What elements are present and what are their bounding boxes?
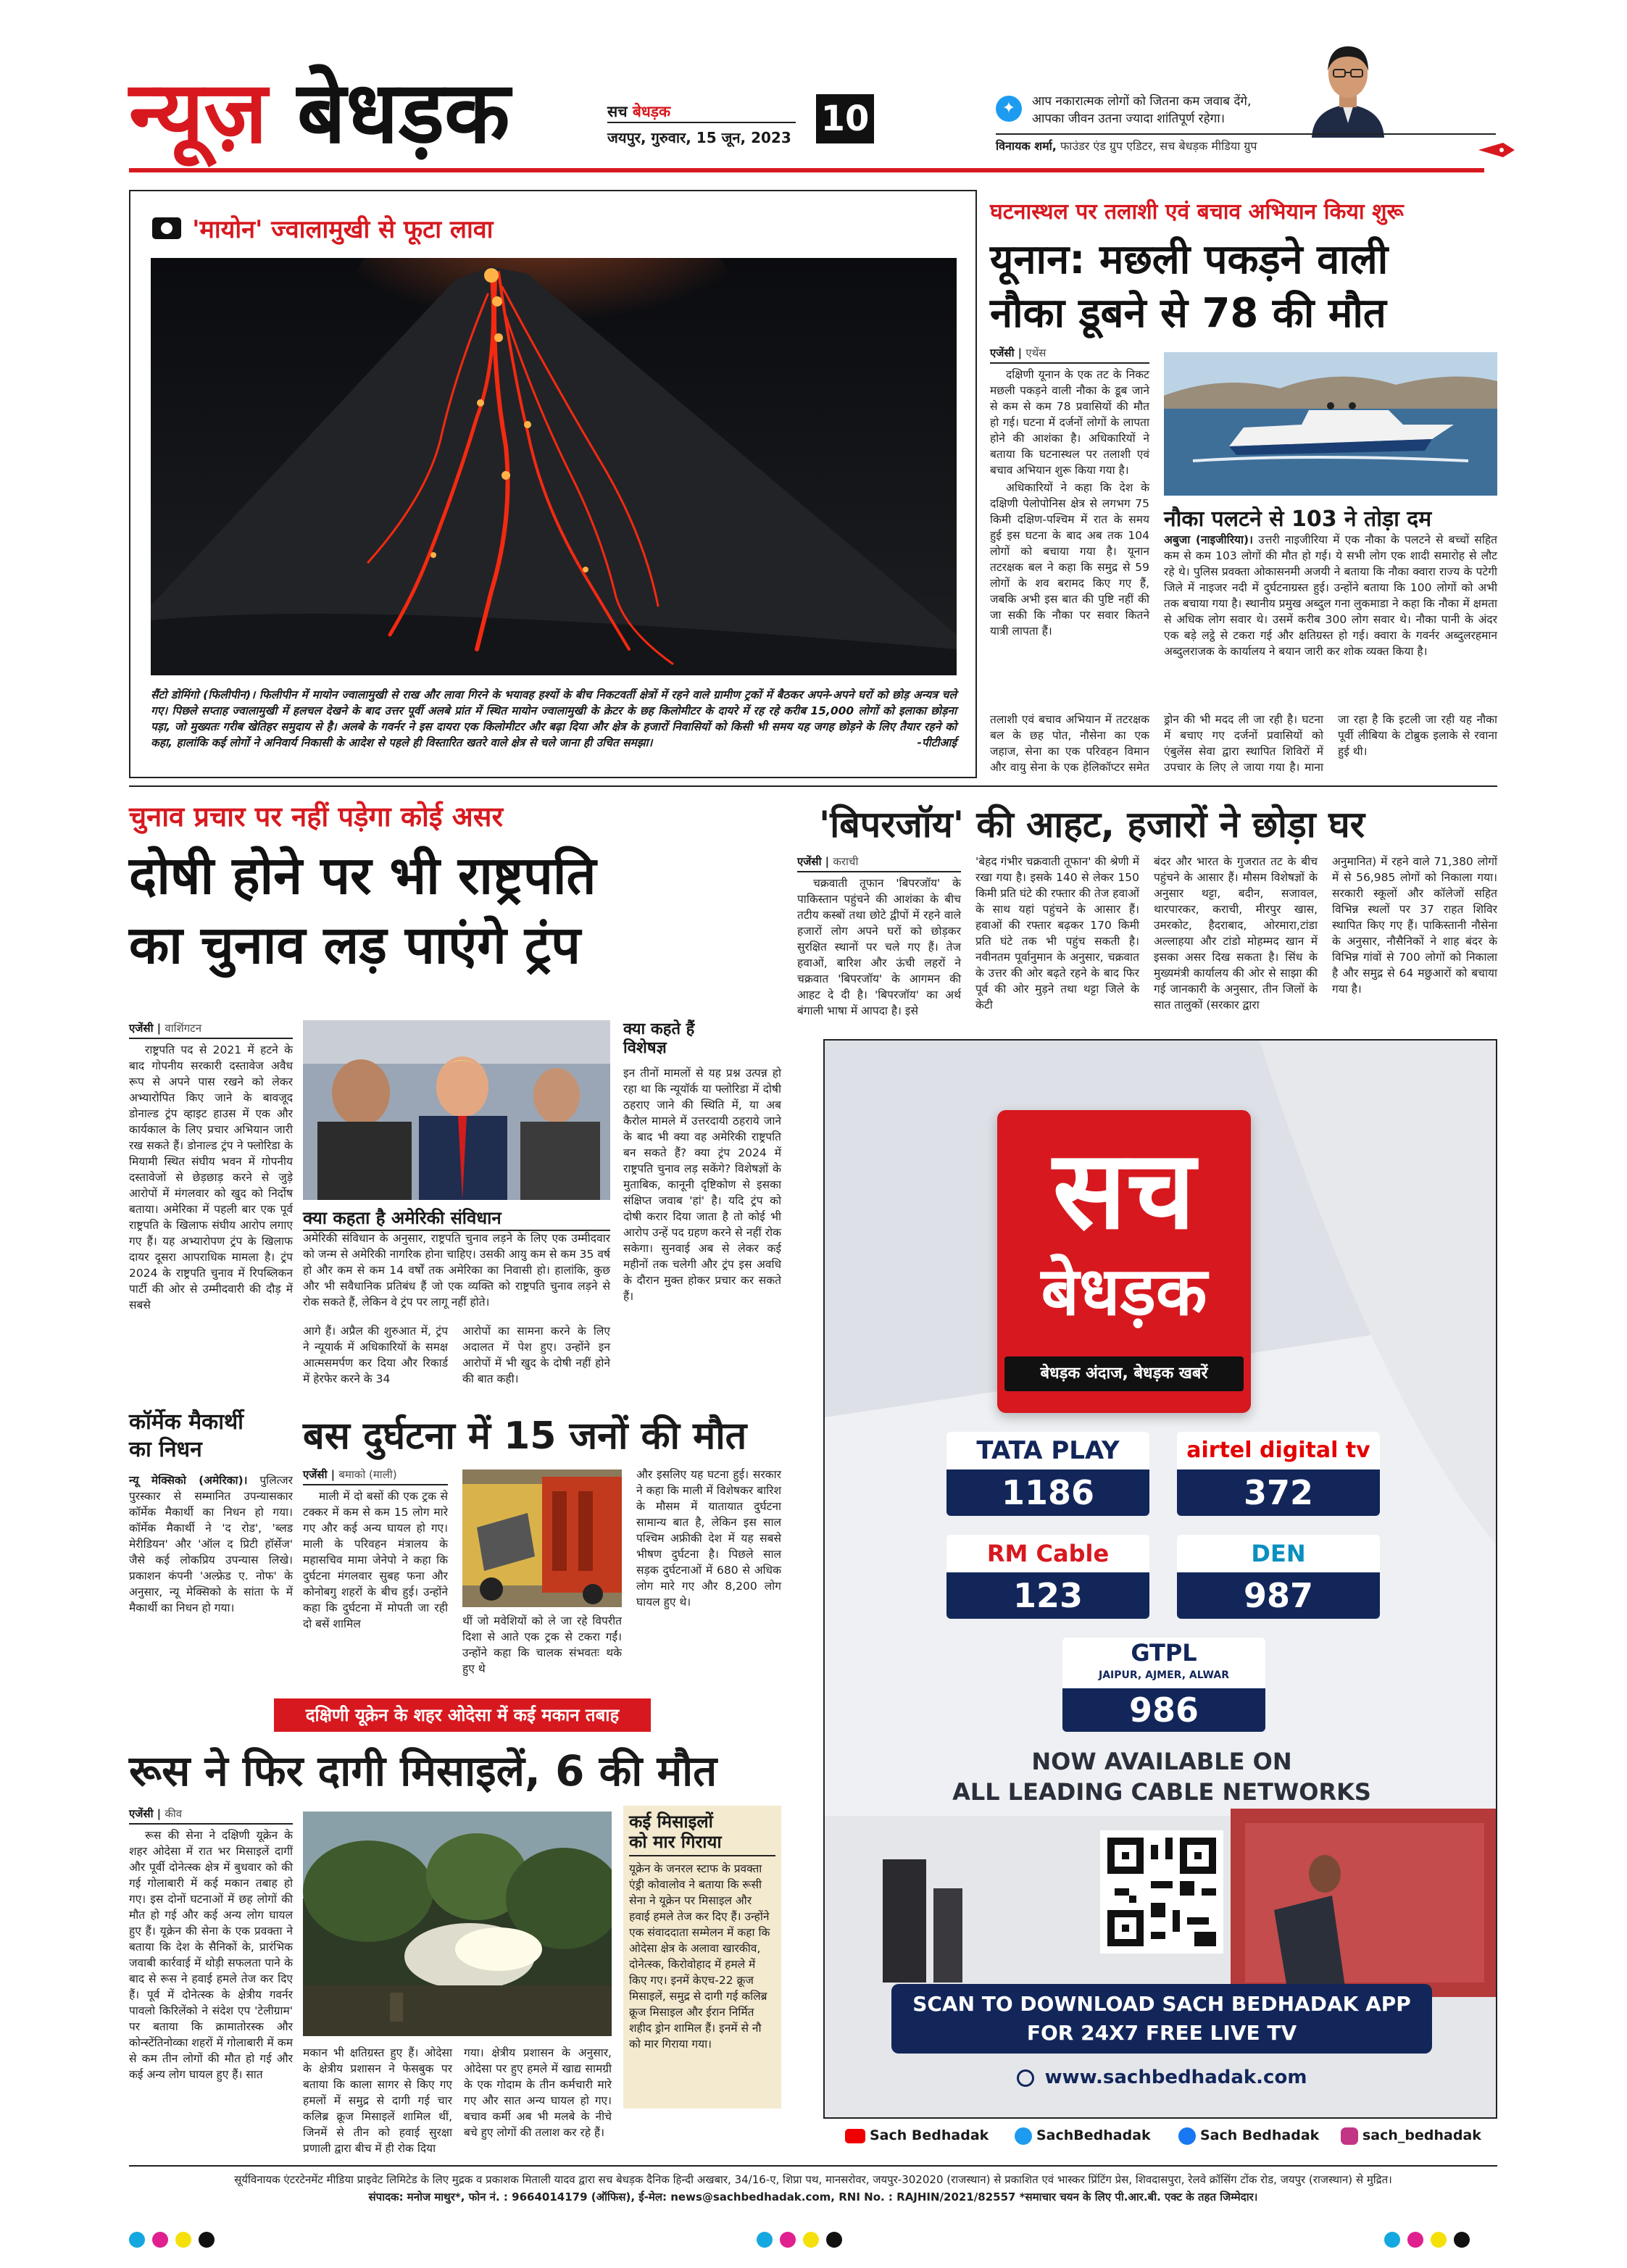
instagram-icon xyxy=(1341,2127,1358,2145)
experts-heading-line2: विशेषज्ञ xyxy=(623,1039,667,1057)
volcano-heading-row xyxy=(152,212,493,245)
social-facebook[interactable]: Sach Bedhadak xyxy=(1200,2127,1320,2143)
ad-available xyxy=(825,1746,1497,1807)
globe-icon xyxy=(1017,2069,1034,2087)
registration-dots-right xyxy=(1384,2232,1477,2251)
greece-agency: एजेंसी | एथेंस xyxy=(990,345,1149,364)
youtube-icon xyxy=(845,2129,865,2143)
black-dot xyxy=(826,2232,842,2248)
twitter-icon: ✦ xyxy=(996,96,1022,122)
social-instagram[interactable]: sach_bedhadak xyxy=(1362,2127,1481,2143)
masthead-bottom-rule xyxy=(129,168,1484,172)
trump-photo xyxy=(303,1020,610,1200)
ad-social-row xyxy=(823,2123,1497,2152)
yellow-dot xyxy=(1431,2232,1447,2248)
biparjoy-story xyxy=(797,790,1497,1029)
tagline-prefix: सच xyxy=(607,103,628,120)
facebook-icon xyxy=(1178,2127,1196,2145)
biparjoy-col1-text: चक्रवाती तूफान 'बिपरजॉय' के पाकिस्तान पहुंचने की आशंका के बीच तटीय कस्बों तथा छोटे द्वीपों में रहने वाले हजारों लोग अपने घरों को छोड़कर सुरक्षित स्थानों पर चले गए हैं। तेज हवाओं, बारिश और ऊंची लहरों ने चक्रवात 'बिपरजॉय' के आगमन की आहट दे दी है। 'बिपरजॉय' का अर्थ बंगाली भाषा में आपदा है। इसे xyxy=(797,877,961,1017)
ad-brand-line1: सच xyxy=(1052,1127,1196,1254)
tagline-rule xyxy=(607,122,796,123)
volcano-illustration xyxy=(151,258,957,675)
greece-headline-line1: यूनान: मछली पकड़ने वाली xyxy=(990,236,1389,283)
magenta-dot xyxy=(152,2232,168,2248)
bus-col1-text: माली में दो बसों की एक ट्रक से टक्कर में कम से कम 15 लोग मारे गए और कई अन्य घायल हो गए। माली के परिवहन मंत्रालय के महासचिव मामा जेनेपो ने कहा कि दुर्घटना मंगलवार सुबह फना और कोनोबगु शहरों के बीच हुई। उन्होंने कहा कि दुर्घटना में मोपती जा रही दो बसें शामिल xyxy=(303,1490,448,1630)
mccarthy-text xyxy=(129,1472,293,1617)
experts-heading-line1: क्या कहते हैं xyxy=(623,1020,695,1038)
masthead xyxy=(0,0,1627,190)
nigeria-text xyxy=(1164,532,1497,661)
ukraine-col3: गया। क्षेत्रीय प्रशासन के अनुसार, ओदेसा पर हुए हमले में खाद्य सामग्री के एक गोदाम के तीन कर्मचारी मारे गए और सात अन्य घायल हो गए। बचाव कर्मी अब भी मलबे के नीचे बचे हुए लोगों की तलाश कर रहे हैं। xyxy=(464,2046,612,2139)
greece-headline xyxy=(990,233,1388,341)
mccarthy-story xyxy=(129,1409,293,1684)
page-number: 10 xyxy=(816,94,874,143)
trump-story xyxy=(129,790,781,1398)
quote-line2: आपका जीवन उतना ज्यादा शांतिपूर्ण रहेगा। xyxy=(1032,112,1226,126)
missiles-box xyxy=(623,1806,781,2109)
nigeria-body: उत्तरी नाइजीरिया में एक नौका के पलटने से बच्चों सहित कम से कम 103 लोगों की मौत हो गई। ये सभी लोग एक शादी समारोह से लौट रहे थे। पुलिस प्रवक्ता ओकासनमी अजयी ने बताया कि नौका क्वारा राज्य के पटेगी जिले में नाइजर नदी में दुर्घटनाग्रस्त हुई। उन्होंने बताया कि 100 लोगों को अभी तक बचाया गया है। स्थानीय प्रमुख अब्दुल गना लुकमाडा ने कहा कि नौका में क्षमता से अधिक लोग सवार थे। उसमें करीब 300 लोग सवार थे। नौका पानी के अंदर एक बड़े लट्ठे से टकरा गई और क्षतिग्रस्त हो गई। क्वारा के गवर्नर अब्दुलरहमान अब्दुलराजक के कार्यालय ने बयान जारी कर शोक व्यक्त किया है। xyxy=(1164,533,1497,658)
biparjoy-col2: 'बेहद गंभीर चक्रवाती तूफान' की श्रेणी में रखा गया है। इसके 140 से लेकर 150 किमी प्रति घंटे की रफ्तार की तेज हवाओं के साथ यहां पहुंचने के आसार हैं। हवाओं की रफ्तार बढ़कर 170 किमी प्रति घंटे तक भी पहुंच सकती है। नवीनतम पूर्वानुमान के अनुसार, चक्रवात के उत्तर की ओर बढ़ते रहने के बाद फिर पूर्व की ओर मुड़ने तथा थट्टा जिले के केटी xyxy=(975,855,1139,1012)
ukraine-missile-photo xyxy=(303,1812,612,2036)
trump-col2: आगे हैं। अप्रैल की शुरुआत में, ट्रंप ने न्यूयार्क में अधिकारियों के समक्ष आत्मसमर्पण कर दिया और रिकार्ड में हेरफेर करने के 34 xyxy=(303,1325,448,1385)
mccarthy-body: पुलित्जर पुरस्कार से सम्मानित उपन्यासकार कॉर्मेक मैकार्थी का निधन हो गया। कॉर्मेक मैकार्थी ने 'द रोड', 'ब्लड मेरीडियन' और 'ऑल द प्रिटी हॉर्सेज' जैसे कई लोकप्रिय उपन्यास लिखे। प्रकाशन कंपनी 'अल्फ्रेड ए. नोफ' के अनुसार, न्यू मेक्सिको के सांता फे में मैकार्थी का निधन हो गया। xyxy=(129,1474,293,1614)
qr-code[interactable] xyxy=(1100,1830,1223,1954)
masthead-logo xyxy=(129,62,510,162)
biparjoy-col1 xyxy=(797,854,961,1020)
masthead-tagline xyxy=(607,101,670,122)
black-dot xyxy=(199,2232,215,2248)
tagline-accent: बेधड़क xyxy=(632,103,671,120)
provider-gtpl: GTPL JAIPUR, AJMER, ALWAR xyxy=(1062,1638,1265,1688)
greece-col-bottom xyxy=(990,712,1497,775)
greece-para1: दक्षिणी यूनान के एक तट के निकट मछली पकड़ने वाली नौका के डूब जाने से कम से कम 78 प्रवासियों की मौत हो गई। घटना में दर्जनों लोगों के लापता होने की आशंका है। अधिकारियों ने बताया कि घटनास्थल पर तलाशी एवं बचाव अभियान शुरू किया गया है। xyxy=(990,368,1149,477)
nigeria-subhead: नौका पलटने से 103 ने तोड़ा दम xyxy=(1164,506,1432,532)
dateline: जयपुर, गुरुवार, 15 जून, 2023 xyxy=(607,129,791,146)
editor-title: फाउंडर एंड ग्रुप एडिटर, सच बेधड़क मीडिया ग्रुप xyxy=(1060,139,1257,153)
ukraine-agency: एजेंसी | कीव xyxy=(129,1806,293,1825)
trump-agency: एजेंसी | वाशिंगटन xyxy=(129,1020,293,1039)
channel-airtel: 372 xyxy=(1177,1469,1380,1516)
editor-quote xyxy=(1032,93,1251,128)
bus-headline: बस दुर्घटना में 15 जनों की मौत xyxy=(303,1414,747,1458)
ad-brand-tagline: बेधड़क अंदाज, बेधड़क खबरें xyxy=(1004,1356,1244,1391)
missiles-box-heading-line2: को मार गिराया xyxy=(629,1832,722,1852)
experts-heading xyxy=(623,1020,694,1058)
provider-den: DEN xyxy=(1177,1535,1380,1572)
editor-rule xyxy=(996,133,1496,135)
channel-tataplay: 1186 xyxy=(946,1469,1149,1516)
trump-col3: आरोपों का सामना करने के लिए अदालत में पेश हुए। उन्होंने इन आरोपों में भी खुद के दोषी नहीं होने की बात कही। xyxy=(462,1325,610,1385)
ukraine-col1-text: रूस की सेना ने दक्षिणी यूक्रेन के शहर ओदेसा में रात भर मिसाइलें दागीं और पूर्वी दोनेत्स्क क्षेत्र में बुधवार को की गई गोलाबारी में कई मकान तबाह हो गए। इस दोनों घटनाओं में छह लोगों की मौत हो गई और कई अन्य लोग घायल हुए हैं। यूक्रेन की सेना के एक प्रवक्ता ने बताया कि देश के सैनिकों के, प्रारंभिक जवाबी कार्रवाई में थोड़ी सफलता पाने के बाद से रूस ने हवाई हमले तेज कर दिए हैं। पूर्व में दोनेत्स्क के क्षेत्रीय गवर्नर पावलो किरिलेंको ने संदेश एप 'टेलीग्राम' पर बताया कि क्रामातोरस्क और कोन्स्टेंतिनोव्का शहरों में गोलाबारी में कम से कम तीन लोगों की मौत हो गई और कई अन्य लोग घायल हुए हैं। सात xyxy=(129,1829,293,2081)
editor-credit xyxy=(996,138,1257,154)
ad-available-line1: NOW AVAILABLE ON xyxy=(1031,1748,1292,1775)
bus-col2: थीं जो मवेशियों को ले जा रहे विपरीत दिशा से आते एक ट्रक से टकरा गईं। उन्होंने कहा कि चालक संभवतः थके हुए थे xyxy=(462,1614,622,1675)
mccarthy-place: न्यू मेक्सिको (अमेरिका)। xyxy=(129,1474,248,1487)
social-twitter[interactable]: SachBedhadak xyxy=(1036,2127,1151,2143)
cyan-dot xyxy=(1384,2232,1400,2248)
quote-line1: आप नकारात्मक लोगों को जितना कम जवाब देंगे, xyxy=(1032,94,1252,109)
social-youtube[interactable]: Sach Bedhadak xyxy=(870,2127,989,2143)
logo-part1: न्यूज़ xyxy=(129,62,267,162)
greece-para3: तलाशी एवं बचाव अभियान में तटरक्षक बल के छह पोत, नौसेना का एक जहाज, सेना का एक परिवहन विमान और वायु सेना के एक हेलिकॉप्टर समेत ड्रोन की भी मदद ली जा रही है। घटना में बचाए गए दर्जनों प्रवासियों को एंबुलेंस सेवा द्वारा स्थापित शिविरों में उपचार के लिए ले जाया गया है। माना जा रहा है कि इटली जा रही यह नौका पूर्वी लीबिया के टोब्रुक इलाके से रवाना हुई थी। xyxy=(990,713,1497,774)
magenta-dot xyxy=(780,2232,796,2248)
ad-website-row xyxy=(825,2067,1497,2088)
black-dot xyxy=(1454,2232,1470,2248)
ad-scan-line2: FOR 24X7 FREE LIVE TV xyxy=(1026,2021,1297,2045)
magenta-dot xyxy=(1407,2232,1423,2248)
pen-nib-icon xyxy=(1478,141,1515,159)
editor-portrait xyxy=(1304,29,1391,138)
mccarthy-headline-line2: का निधन xyxy=(129,1437,202,1462)
trump-col1-text: राष्ट्रपति पद से 2021 में हटने के बाद गोपनीय सरकारी दस्तावेज अवैध रूप से अपने पास रखने को लेकर अभ्यारोपित किए जाने के बावजूद डोनाल्ड ट्रंप व्हाइट हाउस में एक और कार्यकाल के लिए प्रचार अभियान जारी रख सकते हैं। डोनाल्ड ट्रंप ने फ्लोरिडा के मियामी स्थित संघीय भवन में गोपनीय दस्तावेजों से छेड़छाड़ करने से जुड़े आरोपों में मंगलवार को खुद को निर्दोष बताया। अमेरिका में पहली बार एक पूर्व राष्ट्रपति के खिलाफ संघीय आरोप लगाए गए हैं। यह अभ्यारोपण ट्रंप के खिलाफ दायर दूसरा आपराधिक मामला है। ट्रंप 2024 के राष्ट्रपति चुनाव में रिपब्लिकन पार्टी की ओर से उम्मीदवारी की दौड़ में सबसे xyxy=(129,1043,293,1312)
greece-story xyxy=(990,190,1497,778)
footer-line2: संपादक: मनोज माथुर*, फोन नं. : 9664014179 (ऑफिस), ई-मेल: news@sachbedhadak.com, RNI No. : RAJHIN/2021/82557 *समाचार चयन के लिए पी.आर.बी. एक्ट के तहत जिम्मेदार। xyxy=(368,2190,1258,2204)
footer-line1: सूर्यविनायक एंटरटेनमेंट मीडिया प्राइवेट लिमिटेड के लिए मुद्रक व प्रकाशक मिताली यादव द्वारा सच बेधड़क दैनिक हिन्दी अखबार, 34/16-ए, शिप्रा पथ, मानसरोवर, जयपुर-302020 (राजस्थान) से प्रकाशित एवं भास्कर प्रिंटिंग प्रेस, शिवदासपुरा, रेलवे क्रॉसिंग टोंक रोड, जयपुर (राजस्थान) से मुद्रित। xyxy=(234,2173,1392,2186)
bus-col3: और इसलिए यह घटना हुई। सरकार ने कहा कि माली में विशेषकर बारिश के मौसम में यातायात दुर्घटना सामान्य बात है, लेकिन इस साल पश्चिम अफ्रीकी देश में यह सबसे भीषण दुर्घटना है। पिछले साल सड़क दुर्घटनाओं में 680 से अधिक लोग मारे गए और 8,200 लोग घायल हुए थे। xyxy=(636,1468,781,1609)
ad-website[interactable]: www.sachbedhadak.com xyxy=(1044,2067,1307,2088)
mccarthy-headline xyxy=(129,1409,244,1464)
missiles-box-heading-line1: कई मिसाइलों xyxy=(629,1812,713,1832)
camera-icon xyxy=(152,217,181,239)
greece-col1 xyxy=(990,345,1149,641)
pen-nib-svg xyxy=(1478,141,1515,159)
cyan-dot xyxy=(129,2232,145,2248)
trump-col1 xyxy=(129,1020,293,1314)
yellow-dot xyxy=(803,2232,819,2248)
yellow-dot xyxy=(175,2232,191,2248)
channel-den: 987 xyxy=(1177,1572,1380,1619)
provider-airtel: airtel digital tv xyxy=(1177,1432,1380,1469)
editor-name: विनायक शर्मा, xyxy=(996,139,1057,153)
bus-agency: एजेंसी | बमाको (माली) xyxy=(303,1467,448,1485)
ad-available-line2: ALL LEADING CABLE NETWORKS xyxy=(952,1778,1371,1806)
constitution-heading: क्या कहता है अमेरिकी संविधान xyxy=(303,1206,610,1231)
ukraine-col2: मकान भी क्षतिग्रस्त हुए हैं। ओदेसा के क्षेत्रीय प्रशासन ने फेसबुक पर बताया कि काला सागर से किए गए हमलों में समुद्र से दागी गई चार कलिब्र क्रूज मिसाइलें शामिल थीं, जिनमें से तीन को हवाई सुरक्षा प्रणाली द्वारा बीच में ही रोक दिया xyxy=(303,2046,452,2155)
volcano-photo xyxy=(151,258,957,675)
ukraine-kicker: दक्षिणी यूक्रेन के शहर ओदेसा में कई मकान तबाह xyxy=(274,1698,651,1732)
channel-gtpl: 986 xyxy=(1062,1688,1265,1732)
experts-text: इन तीनों मामलों से यह प्रश्न उत्पन्न हो रहा था कि न्यूयॉर्क या फ्लोरिडा में दोषी ठहराए जाने की स्थिति में, या अब कैरोल मामले में उत्तरदायी ठहराये जाने के बाद भी क्या वह अमेरिकी राष्ट्रपति बन सकते हैं? क्या ट्रंप 2024 में राष्ट्रपति चुनाव लड़ सकेंगे? विशेषज्ञों के मुताबिक, कानूनी दृष्टिकोण से इसका संक्षिप्त जवाब 'हां' है। यदि ट्रंप को दोषी करार दिया जाता है तो कोई भी आरोप उन्हें पद ग्रहण करने से नहीं रोक सकेगा। सुनवाई अब से लेकर कई महीनों तक चलेगी और ट्रंप इस अवधि के दौरान मुक्त होकर प्रचार कर सकते हैं। xyxy=(623,1067,781,1303)
missile-launch-illustration xyxy=(303,1812,612,2036)
greece-kicker: घटनास्थल पर तलाशी एवं बचाव अभियान किया शुरू xyxy=(990,199,1404,225)
biparjoy-agency: एजेंसी | कराची xyxy=(797,854,961,872)
greece-boat-photo xyxy=(1164,352,1497,496)
ukraine-col1 xyxy=(129,1806,293,2084)
nigeria-place: अबुजा (नाइजीरिया)। xyxy=(1164,533,1254,546)
greece-para2: अधिकारियों ने कहा कि देश के दक्षिणी पेलोपोनिस क्षेत्र से लगभग 75 किमी दक्षिण-पश्चिम में रात के समय हुई इस घटना के बाद अब तक 104 लोगों को बचाया गया है। यूनान तटरक्षक बल ने कहा कि समुद्र से 59 लोगों के शव बरामद किए गए हैं, जबकि अभी इस बात की पुष्टि नहीं की जा सकी कि नौका पर सवार कितने यात्री लापता हैं। xyxy=(990,481,1149,638)
coastguard-boat-illustration xyxy=(1164,352,1497,496)
footer-rule xyxy=(129,2165,1497,2167)
ukraine-headline: रूस ने फिर दागी मिसाइलें, 6 की मौत xyxy=(129,1746,717,1796)
volcano-heading: 'मायोन' ज्वालामुखी से फूटा लावा xyxy=(192,215,494,244)
ad-brand-line2: बेधड़क xyxy=(1041,1253,1207,1330)
trump-headline xyxy=(129,841,596,980)
missiles-box-text: यूक्रेन के जनरल स्टाफ के प्रवक्ता एंड्री कोवालोव ने बताया कि रूसी सेना ने यूक्रेन पर मिसाइल और हवाई हमले तेज कर दिए हैं। उन्होंने एक संवाददाता सम्मेलन में कहा कि ओदेसा क्षेत्र के अलावा खारकीव, दोनेत्स्क, किरोवोहाद में हमले में किए गए। इनमें केएच-22 क्रूज मिसाइलें, समुद्र से दागी गई कलिब्र क्रूज मिसाइल और ईरान निर्मित शहीद ड्रोन शामिल हैं। इनमें से नौ को मार गिराया गया। xyxy=(629,1862,770,2051)
logo-part2: बेधड़क xyxy=(296,62,510,162)
provider-rmcable: RM Cable xyxy=(946,1535,1149,1572)
bus-story xyxy=(303,1409,781,1684)
volcano-feature xyxy=(129,190,977,778)
volcano-credit: -पीटीआई xyxy=(917,736,957,749)
section-divider-1 xyxy=(129,785,1497,787)
volcano-caption xyxy=(151,687,957,751)
ukraine-story xyxy=(129,1698,781,2155)
twitter-icon xyxy=(1015,2127,1032,2145)
ad-brand-tile xyxy=(997,1110,1251,1413)
bus-wreck-illustration xyxy=(462,1469,622,1607)
volcano-caption-text: सैंटो डोमिंगो (फिलीपीन)। फिलीपीन में मायोन ज्वालामुखी से राख और लावा गिरने के भयावह हश्यों के बीच निकटवर्ती क्षेत्रों में रहने वाले ग्रामीण ट्रकों में बैठकर अपने-अपने घरों को छोड़ अन्यत्र चले गए। पिछले सप्ताह ज्वालामुखी में हलचल देखने के बाद उत्तर पूर्वी अलबे प्रांत में स्थित मायोन ज्वालामुखी के क्रेटर के छह किलोमीटर के दायरे में रह रहे करीब 15,000 लोगों को इलाका छोड़ना पड़ा, जो मुख्यतः गरीब खेतिहर समुदाय से है। अलबे के गवर्नर ने इस दायरा एक किलोमीटर और बढ़ा दिया और क्षेत्र के हजारों निवासियों को किसी भी समय यह जगह छोड़ने के लिए तैयार रहने को कहा, हालांकि कई लोगों ने अनिवार्य निकासी के आदेश से पहले ही विस्तारित खतरे वाले क्षेत्र से चले जाना ही उचित समझा। xyxy=(151,688,957,749)
ad-scan-banner[interactable] xyxy=(891,1984,1432,2054)
registration-dots-center xyxy=(757,2232,849,2251)
qr-code-pattern xyxy=(1107,1838,1216,1946)
bus-col1 xyxy=(303,1467,448,1633)
trump-crowd-illustration xyxy=(303,1020,610,1200)
ad-scan-line1: SCAN TO DOWNLOAD SACH BEDHADAK APP xyxy=(912,1992,1411,2016)
trump-headline-line2: का चुनाव लड़ पाएंगे ट्रंप xyxy=(129,914,581,975)
footer xyxy=(129,2171,1497,2206)
missiles-box-heading xyxy=(629,1812,775,1856)
biparjoy-headline: 'बिपरजॉय' की आहट, हजारों ने छोड़ा घर xyxy=(819,804,1365,846)
editor-photo xyxy=(1304,29,1391,138)
bus-photo xyxy=(462,1469,622,1607)
provider-tataplay: TATA PLAY xyxy=(946,1432,1149,1469)
biparjoy-col4: अनुमानित) में रहने वाले 71,380 लोगों में से 56,985 लोगों को निकाला गया। सरकारी स्कूलों और कॉलेजों सहित विभिन्न स्थलों पर 37 राहत शिविर स्थापित किए गए हैं। पाकिस्तानी नौसेना के अनुसार, नौसैनिकों ने शाह बंदर के विभिन्न गांवों से 700 लोगों को निकाला है और समुद्र से 64 मछुआरों को बचाया गया है। xyxy=(1332,855,1497,996)
trump-headline-line1: दोषी होने पर भी राष्ट्रपति xyxy=(129,845,596,906)
mccarthy-headline-line1: कॉर्मेक मैकार्थी xyxy=(129,1409,244,1435)
trump-kicker: चुनाव प्रचार पर नहीं पड़ेगा कोई असर xyxy=(129,801,504,833)
channel-rmcable: 123 xyxy=(946,1572,1149,1619)
constitution-text: अमेरिकी संविधान के अनुसार, राष्ट्रपति चुनाव लड़ने के लिए एक उम्मीदवार को जन्म से अमेरिकी नागरिक होना चाहिए। उसकी आयु कम से कम 35 वर्ष हो और कम से कम 14 वर्षों तक अमेरिका का निवासी हो। हालांकि, कुछ और भी सवैधानिक प्रतिबंध हैं जो एक व्यक्ति को राष्ट्रपति चुनाव लड़ने से रोक सकते हैं, लेकिन वे ट्रंप पर लागू नहीं होते। xyxy=(303,1232,610,1309)
sach-bedhadak-ad xyxy=(823,1039,1497,2119)
greece-headline-line2: नौका डूबने से 78 की मौत xyxy=(990,290,1386,337)
cyan-dot xyxy=(757,2232,773,2248)
registration-dots-left xyxy=(129,2232,222,2251)
biparjoy-col3: बंदर और भारत के गुजरात तट के बीच पहुंचने के आसार हैं। मौसम विशेषज्ञों के अनुसार थट्टा, बदीन, सजावल, थारपारकर, कराची, मीरपुर खास, उमरकोट, हैदराबाद, ओरमारा,टांडा अल्लाहया और टांडो मोहम्मद खान में इसका असर दिख सकता है। सिंध के मुख्यमंत्री कार्यालय की ओर से साझा की गई जानकारी के अनुसार, तीन जिलों के सात तालुकों (सरकार द्वारा xyxy=(1154,855,1318,1012)
